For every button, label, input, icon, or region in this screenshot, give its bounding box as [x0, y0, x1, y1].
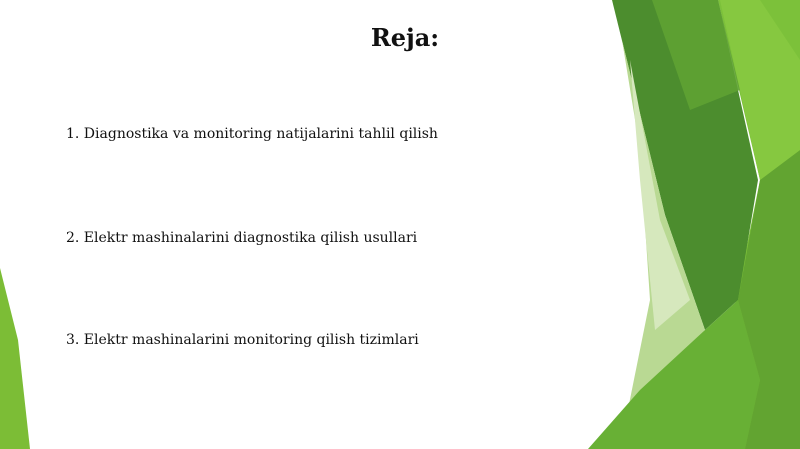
slide-title: Reja:	[370, 23, 440, 52]
agenda-item-3: 3. Elektr mashinalarini monitoring qilish tizimlari	[66, 332, 419, 348]
agenda-item-1: 1. Diagnostika va monitoring natijalarini tahlil qilish	[66, 126, 438, 142]
agenda-item-2: 2. Elektr mashinalarini diagnostika qilish usullari	[66, 230, 418, 246]
left-edge-green-shape	[0, 268, 30, 449]
